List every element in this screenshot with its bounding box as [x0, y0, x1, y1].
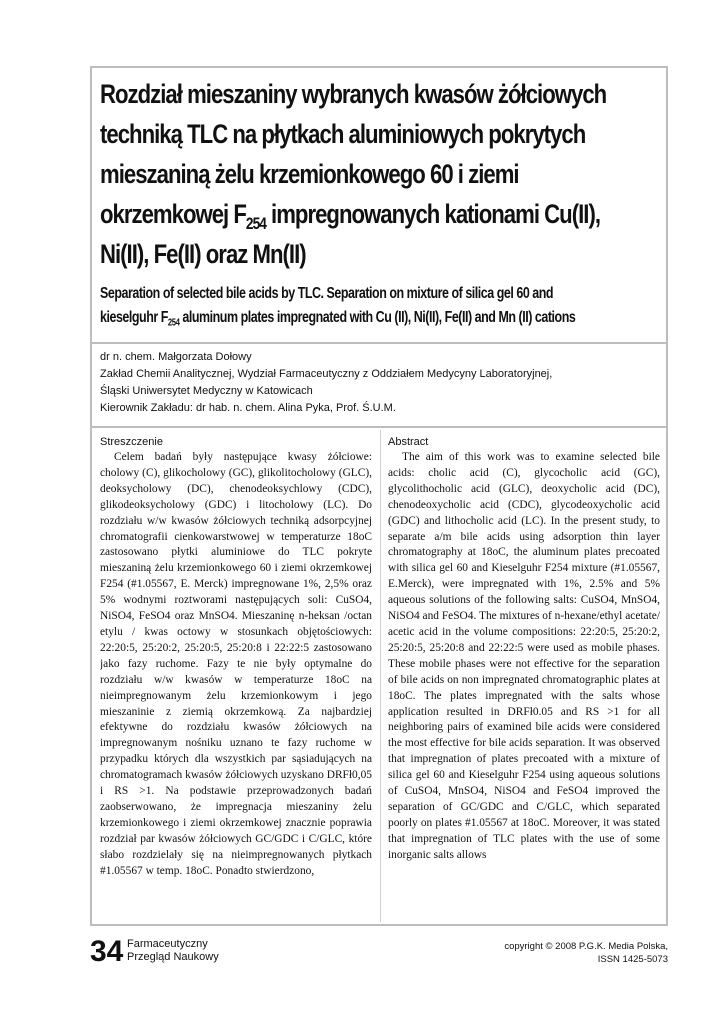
title-line: okrzemkowej $F_{254}$ impregnowanych kationami Cu(II),	[100, 199, 601, 233]
streszczenie-text: Celem badań były następujące kwasy żółciowe: cholowy (C), glikocholowy (GC), glikolitocholowy (GLC), deoksycholowy (DC), chenodeoksychlowy (CDC), glikodeoksycholowy (GDC) i litocholowy (LC). Do rozdziału w/w kwasów żółciowych techniką adsorpcyjnej chromatografii cienkowarstwowej w temperaturze 18oC zastosowano płytki aluminiowe do TLC pokryte mieszaniną żelu krzemionkowego 60 i ziemi okrzemkowej F254 (#1.05567, E. Merck) impregnowane 1%, 2,5% oraz 5% wodnymi roztworami następujących soli: CuSO4, NiSO4, FeSO4 oraz MnSO4. Mieszaninę n-heksan /octan etylu / kwas octowy w stosunkach objętościowych: 22:20:5, 25:20:2, 25:20:5, 25:20:8 i 22:22:5 zastosowano jako fazy ruchome. Fazy te nie były optymalne do rozdziału w/w kwasów w temperaturze 18oC na nieimpregnowanym żelu krzemionkowym i jego mieszaninie z ziemią okrzemkową. Za najbardziej efektywne do rozdziału kwasów żółciowych na impregnowanym nośniku uznano te fazy ruchome w przypadku których dla wszystkich par sąsiadujących na chromatogramach kwasów żółciowych uzyskano DRFł0,05 i RS >1. Na podstawie przeprowadzonych badań zaobserwowano, że impregnacja mieszaniny żelu krzemionkowego i ziemi okrzemkowej znacznie poprawia rozdział par kwasów żółciowych GC/GDC i C/GLC, które słabo rozdzielały się na nieimpregnowanych płytkach #1.05567 w temp. 18oC. Ponadto stwierdzono,	[100, 451, 372, 877]
journal-name-line: Przegląd Naukowy	[127, 951, 219, 963]
english-title	[100, 282, 654, 330]
column-separator	[380, 430, 381, 922]
streszczenie-column	[100, 434, 372, 922]
title-line: Ni(II), Fe(II) oraz Mn(II)	[100, 239, 306, 269]
subtitle-line: Separation of selected bile acids by TLC. Separation on mixture of silica gel 60 and	[100, 285, 554, 302]
copyright-line: copyright © 2008 P.G.K. Media Polska,	[504, 941, 668, 952]
title-line: techniką TLC na płytkach aluminiowych pokrytych	[100, 119, 586, 149]
issn-line: ISSN 1425-5073	[597, 954, 668, 965]
title-line: Rozdział mieszaniny wybranych kwasów żółciowych	[100, 79, 607, 109]
divider	[90, 342, 668, 344]
streszczenie-heading: Streszczenie	[100, 436, 163, 448]
author-name: dr n. chem. Małgorzata Dołowy	[100, 351, 252, 363]
abstract-text: The aim of this work was to examine selected bile acids: cholic acid (C), glycocholic acid (GC), glycolithocholic acid (GLC), deoxycholic acid (DC), chenodeoxycholic acid (CDC), glycodeoxycholic acid (GDC) and lithocholic acid (LC). In the present study, to separate a/m bile acids using adsorption thin layer chromatography at 18oC, the aluminum plates precoated with silica gel 60 and Kieselguhr F254 mixture (#1.05567, E.Merck), were impregnated with 1%, 2.5% and 5% aqueous solutions of the following salts: CuSO4, MnSO4, NiSO4 and FeSO4. The mixtures of n-hexane/ethyl acetate/ acetic acid in the volume compositions: 22:20:5, 25:20:2, 25:20:5, 25:20:8 and 22:22:5 were used as mobile phases. These mobile phases were not effective for the separation of bile acids on non impregnated chromatographic plates at 18oC. The plates impregnated with the salts whose application resulted in DRFł0.05 and RS >1 for all neighboring pairs of examined bile acids were considered the most effective for bile acids separation. It was observed that impregnation of plates precoated with a mixture of silica gel 60 and Kieselguhr F254 using aqueous solutions of CuSO4, MnSO4, NiSO4 and FeSO4 improved the separation of GC/GDC and C/GLC, which separated poorly on plates #1.05567 at 18oC. Moreover, it was stated that impregnation of TLC plates with the use of some inorganic salts allows	[388, 451, 660, 861]
divider	[90, 426, 668, 428]
journal-name-line: Farmaceutyczny	[127, 938, 208, 950]
title-line: mieszaniną żelu krzemionkowego 60 i ziemi	[100, 159, 519, 189]
journal-name	[127, 938, 219, 964]
department-head: Kierownik Zakładu: dr hab. n. chem. Alina Pyka, Prof. Ś.U.M.	[100, 402, 396, 414]
affiliation: Śląski Uniwersytet Medyczny w Katowicach	[100, 385, 313, 397]
page-number: 34	[90, 935, 124, 968]
abstract-column	[388, 434, 660, 922]
copyright-notice	[504, 940, 668, 966]
author-block	[100, 349, 660, 417]
subtitle-line: kieselguhr $F_{254}$ aluminum plates impregnated with Cu (II), Ni(II), Fe(II) and Mn (II) cations	[100, 309, 576, 329]
article-title	[100, 74, 674, 274]
affiliation: Zakład Chemii Analitycznej, Wydział Farmaceutyczny z Oddziałem Medycyny Laboratoryjnej,	[100, 368, 553, 380]
abstract-heading: Abstract	[388, 436, 429, 448]
